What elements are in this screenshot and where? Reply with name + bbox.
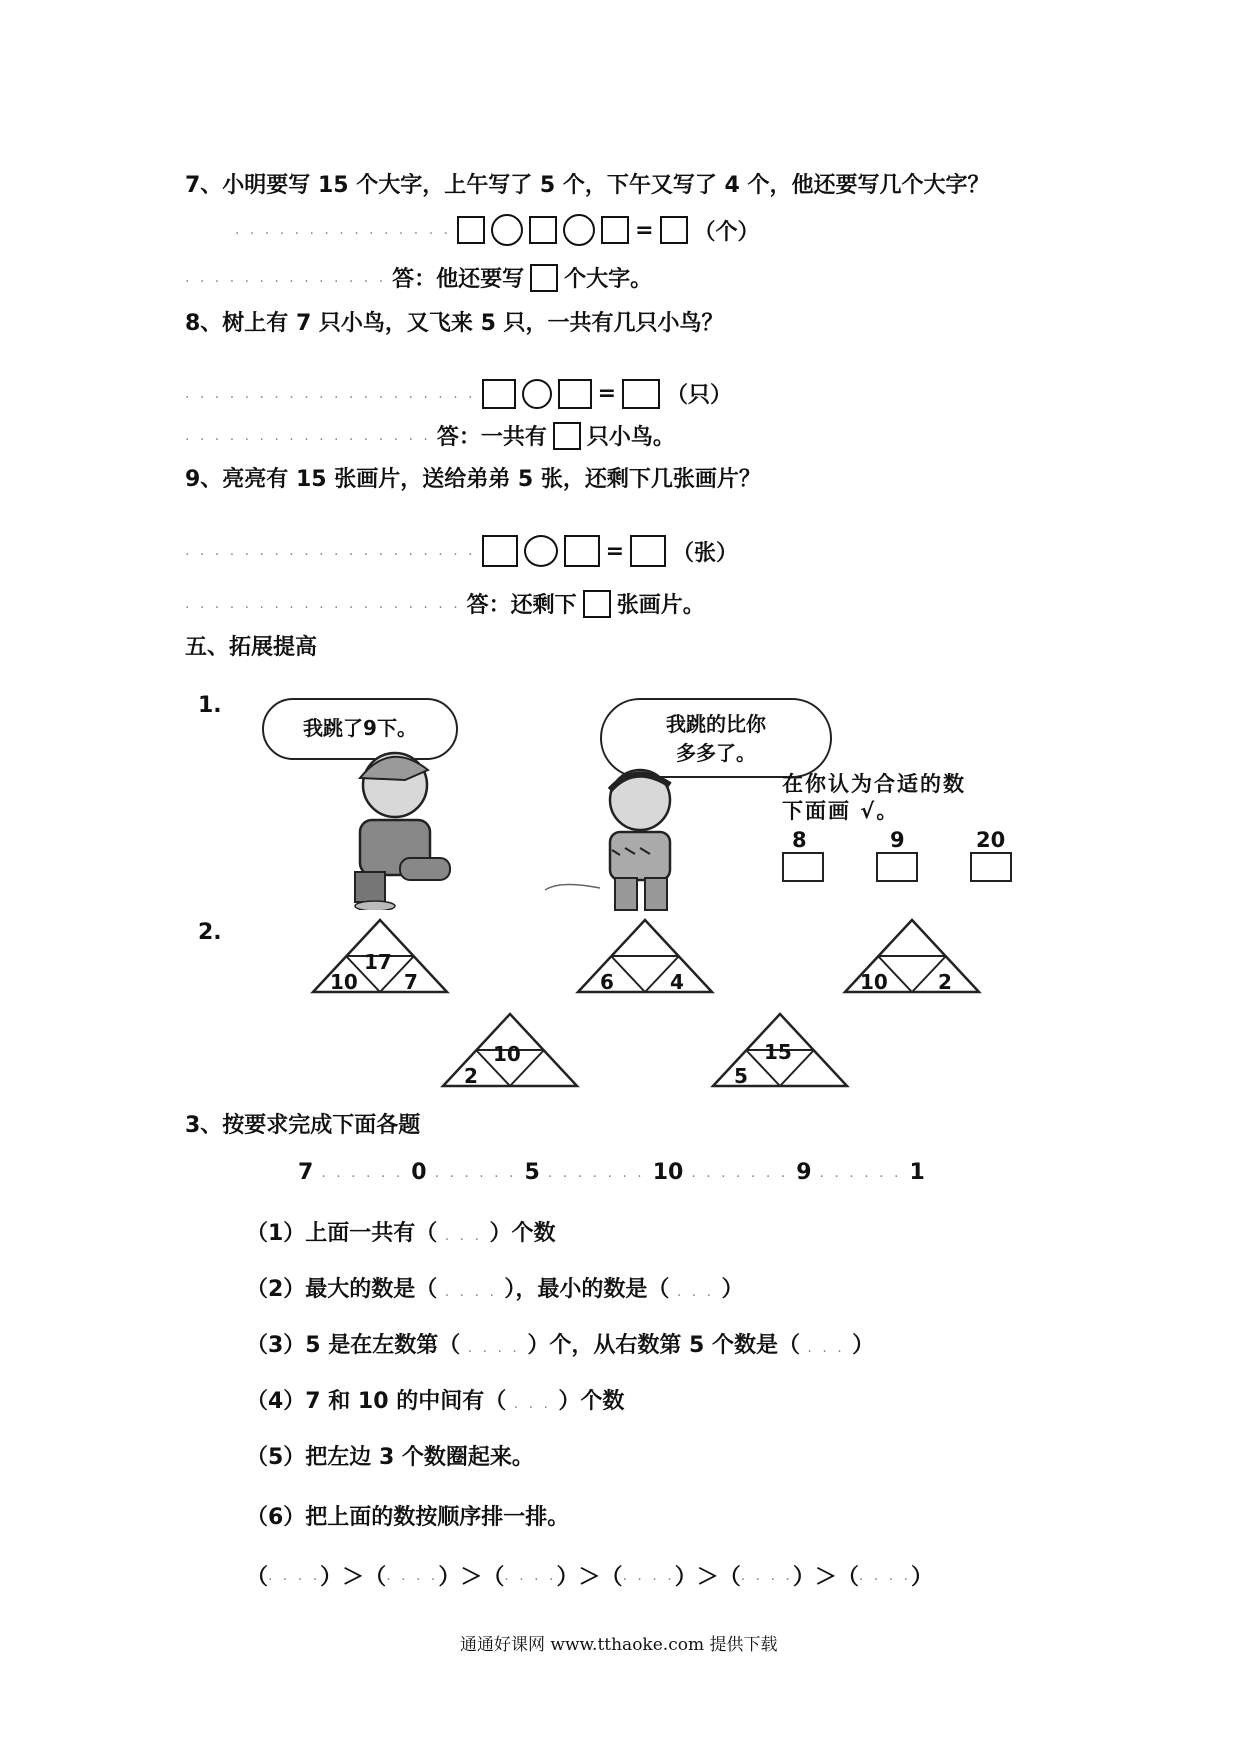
order-part-2: ）＞（ xyxy=(320,1565,387,1590)
q8-box-1[interactable] xyxy=(482,379,516,409)
q3-item-3-text: （3）5 是在左数第（ xyxy=(246,1333,461,1358)
q9-equation: . . . . . . . . . . . . . . . . . . . . = （张） xyxy=(185,535,738,567)
order-part-5: ）＞（ xyxy=(674,1565,741,1590)
q7-box-1[interactable] xyxy=(457,216,485,244)
order-part-1: （ xyxy=(246,1565,269,1590)
ex2-number: 2. xyxy=(198,920,222,945)
q8-result-box[interactable] xyxy=(622,379,660,409)
q3-item-1-blank[interactable]: . . . xyxy=(437,1228,490,1244)
order-part-6: ）＞（ xyxy=(792,1565,859,1590)
q8-unit: （只） xyxy=(666,383,733,408)
q3-item-1-suffix: ）个数 xyxy=(489,1221,556,1246)
q7-unit: （个） xyxy=(693,219,760,245)
q9-unit: （张） xyxy=(672,540,739,566)
q9-circle-1[interactable] xyxy=(524,535,558,567)
q3-item-3 xyxy=(246,1328,874,1359)
q9-text: 9、亮亮有 15 张画片，送给弟弟 5 张，还剩下几张画片？ xyxy=(185,467,761,492)
q9-box-1[interactable] xyxy=(482,535,518,567)
triangle-1-left[interactable]: 10 xyxy=(330,970,358,994)
cartoon-boy-left-image xyxy=(300,740,480,910)
option-label-2: 9 xyxy=(890,828,905,852)
q3-number-4: 10 xyxy=(652,1160,684,1185)
q3-item-1-text: （1）上面一共有（ xyxy=(246,1221,438,1246)
q8-answer: . . . . . . . . . . . . . . . . . 答：一共有 只小鸟。 xyxy=(185,420,675,451)
speech-bubble-right-line-1: 我跳的比你 xyxy=(666,712,766,736)
q8-equation: . . . . . . . . . . . . . . . . . . . . = （只） xyxy=(185,378,732,409)
triangle-3-left[interactable]: 10 xyxy=(860,970,888,994)
triangle-2-left[interactable]: 6 xyxy=(600,970,614,994)
number-triangle-2 xyxy=(575,918,715,994)
order-part-7: ） xyxy=(911,1565,934,1590)
ex1-instruction-line-2: 下面画 √。 xyxy=(782,799,900,823)
q3-item-2-middle: ），最小的数是（ xyxy=(504,1277,670,1302)
q3-item-1 xyxy=(246,1216,555,1247)
q7-circle-1[interactable] xyxy=(491,214,523,246)
q3-order-row xyxy=(246,1560,933,1591)
q7-answer: . . . . . . . . . . . . . . 答：他还要写 个大字。 xyxy=(185,262,652,293)
order-blank-1[interactable]: . . . . xyxy=(268,1567,321,1584)
cartoon-boy-right-image xyxy=(540,760,720,920)
section5-title: 五、拓展提高 xyxy=(185,635,318,660)
q8-box-2[interactable] xyxy=(558,379,592,409)
q3-item-2-blank-1[interactable]: . . . . xyxy=(437,1284,505,1300)
triangle-5-top[interactable]: 15 xyxy=(764,1040,792,1064)
option-label-3: 20 xyxy=(976,828,1006,852)
q9-box-2[interactable] xyxy=(564,535,600,567)
speech-bubble-right-line-2: 多多了。 xyxy=(676,741,756,765)
option-label-1: 8 xyxy=(792,828,807,852)
q3-item-5: （5）把左边 3 个数圈起来。 xyxy=(246,1445,534,1470)
option-box-2[interactable] xyxy=(876,852,918,882)
q3-item-2-suffix: ） xyxy=(721,1277,744,1302)
q7-box-3[interactable] xyxy=(601,216,629,244)
q3-item-4-blank[interactable]: . . . xyxy=(506,1396,559,1412)
q8-answer-suffix: 只小鸟。 xyxy=(586,425,675,450)
q3-item-2-blank-2[interactable]: . . . xyxy=(669,1284,722,1300)
q8-answer-prefix: 答：一共有 xyxy=(436,425,547,450)
q3-item-2 xyxy=(246,1272,744,1303)
q7-answer-box[interactable] xyxy=(530,264,558,292)
q9-result-box[interactable] xyxy=(630,535,666,567)
q3-number-5: 9 xyxy=(796,1160,812,1185)
triangle-2-right[interactable]: 4 xyxy=(670,970,684,994)
option-box-3[interactable] xyxy=(970,852,1012,882)
speech-bubble-left-text: 我跳了9下。 xyxy=(303,716,417,740)
order-blank-3[interactable]: . . . . xyxy=(504,1567,557,1584)
q3-item-3-blank-2[interactable]: . . . xyxy=(799,1340,853,1356)
q7-text: 7、小明要写 15 个大字，上午写了 5 个，下午又写了 4 个，他还要写几个大字？ xyxy=(185,173,990,198)
footer-text: 通通好课网 www.tthaoke.com 提供下载 xyxy=(460,1635,778,1655)
q8-equals: = xyxy=(597,381,616,406)
q3-item-4 xyxy=(246,1384,624,1415)
q7-result-box[interactable] xyxy=(660,216,688,244)
order-blank-5[interactable]: . . . . xyxy=(740,1567,793,1584)
triangle-1-right[interactable]: 7 xyxy=(404,970,418,994)
q3-number-3: 5 xyxy=(524,1160,540,1185)
q3-item-6: （6）把上面的数按顺序排一排。 xyxy=(246,1505,570,1530)
order-part-4: ）＞（ xyxy=(556,1565,623,1590)
q9-answer-box[interactable] xyxy=(583,590,611,618)
ex1-number: 1. xyxy=(198,693,222,718)
q3-number-row: 7 . . . . . . 0 . . . . . . 5 . . . . . . . 10 . . . . . . . 9 . . . . . . 1 xyxy=(298,1160,925,1185)
q3-number-6: 1 xyxy=(909,1160,925,1185)
q9-answer-prefix: 答：还剩下 xyxy=(466,593,577,618)
q3-title: 3、按要求完成下面各题 xyxy=(185,1113,421,1138)
option-box-1[interactable] xyxy=(782,852,824,882)
q7-circle-2[interactable] xyxy=(563,214,595,246)
q9-answer-suffix: 张画片。 xyxy=(616,593,705,618)
q3-item-3-suffix: ） xyxy=(852,1333,875,1358)
q9-equals: = xyxy=(605,538,624,564)
q3-item-4-text: （4）7 和 10 的中间有（ xyxy=(246,1389,507,1414)
triangle-5-left[interactable]: 5 xyxy=(734,1064,748,1088)
q3-number-2: 0 xyxy=(411,1160,427,1185)
order-blank-2[interactable]: . . . . xyxy=(386,1567,439,1584)
triangle-4-left[interactable]: 2 xyxy=(464,1064,478,1088)
q7-equals: = xyxy=(635,217,654,243)
q3-item-4-suffix: ）个数 xyxy=(558,1389,625,1414)
triangle-4-top[interactable]: 10 xyxy=(493,1042,521,1066)
q3-item-2-text: （2）最大的数是（ xyxy=(246,1277,438,1302)
q9-answer: . . . . . . . . . . . . . . . . . . . 答：还剩下 张画片。 xyxy=(185,588,705,619)
q7-equation: . . . . . . . . . . . . . . . = （个） xyxy=(235,214,760,246)
q8-text: 8、树上有 7 只小鸟，又飞来 5 只，一共有几只小鸟？ xyxy=(185,311,724,336)
order-blank-4[interactable]: . . . . xyxy=(622,1567,675,1584)
order-part-3: ）＞（ xyxy=(438,1565,505,1590)
triangle-1-top[interactable]: 17 xyxy=(364,950,392,974)
q3-item-3-middle: ）个，从右数第 5 个数是（ xyxy=(527,1333,800,1358)
q7-answer-prefix: 答：他还要写 xyxy=(392,267,525,292)
q7-answer-suffix: 个大字。 xyxy=(564,267,653,292)
ex1-instruction-line-1: 在你认为合适的数 xyxy=(782,772,966,796)
q3-number-1: 7 xyxy=(298,1160,314,1185)
order-blank-6[interactable]: . . . . xyxy=(858,1567,912,1584)
q3-item-3-blank-1[interactable]: . . . . xyxy=(460,1340,528,1356)
q8-answer-box[interactable] xyxy=(553,422,581,450)
q7-box-2[interactable] xyxy=(529,216,557,244)
triangle-3-right[interactable]: 2 xyxy=(938,970,952,994)
q8-circle-1[interactable] xyxy=(522,379,552,409)
